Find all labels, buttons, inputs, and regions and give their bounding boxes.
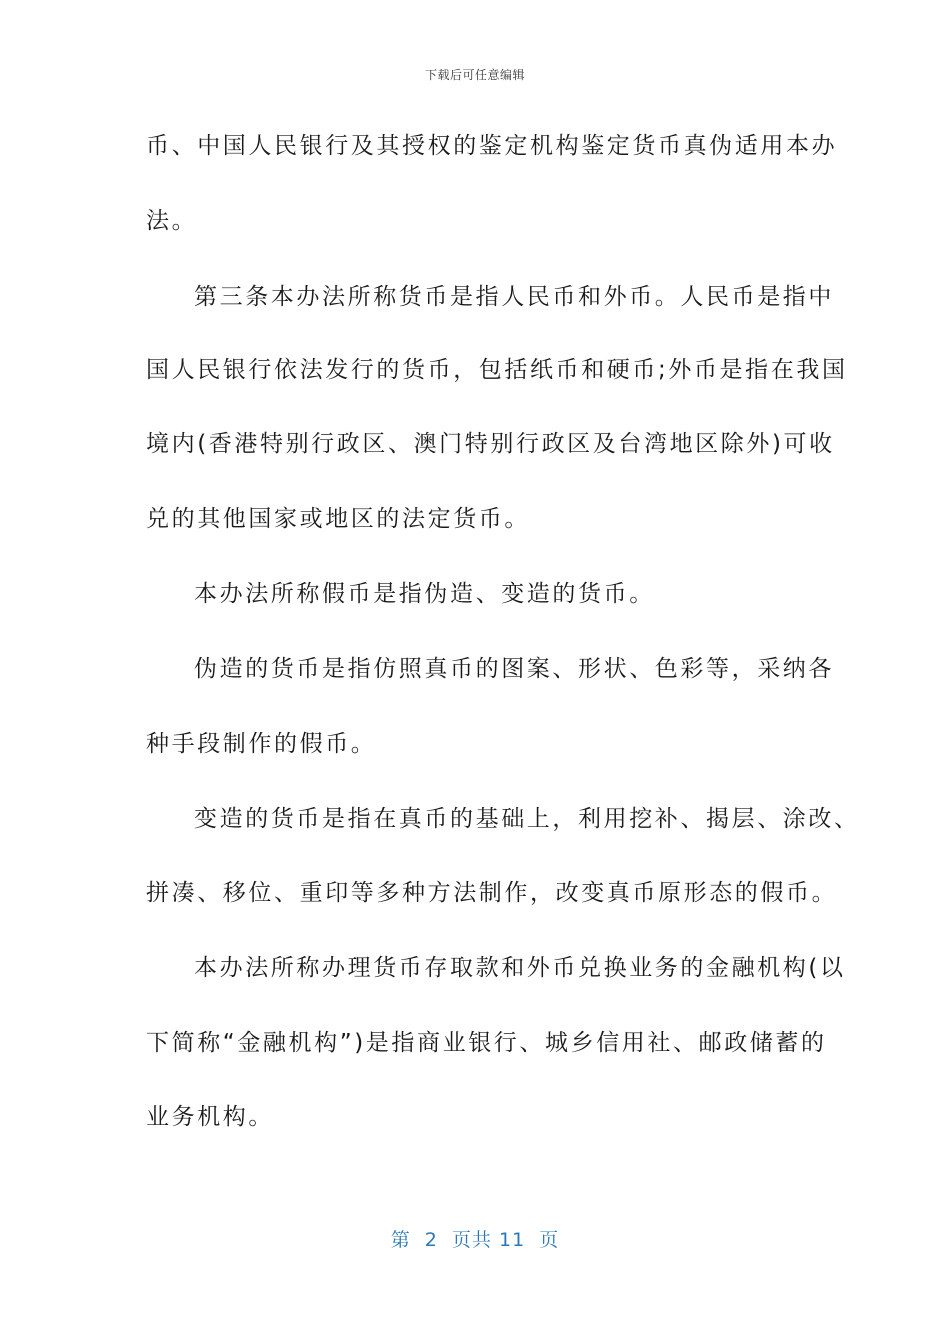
text-line: 拼凑、移位、重印等多种方法制作，改变真币原形态的假币。 [146, 880, 838, 906]
text-line: 种手段制作的假币。 [146, 731, 377, 757]
text-line: 变造的货币是指在真币的基础上，利用挖补、揭层、涂改、 [194, 806, 860, 832]
text-line: 币、中国人民银行及其授权的鉴定机构鉴定货币真伪适用本办 [146, 133, 838, 159]
text-line: 第三条本办法所称货币是指人民币和外币。人民币是指中 [194, 284, 834, 310]
text-line: 下简称“金融机构”)是指商业银行、城乡信用社、邮政储蓄的 [146, 1030, 827, 1056]
text-line: 国人民银行依法发行的货币，包括纸币和硬币;外币是指在我国 [146, 357, 848, 383]
page-header: 下载后可任意编辑 [424, 68, 525, 82]
text-line: 本办法所称假币是指伪造、变造的货币。 [194, 581, 655, 607]
page-number-footer: 第 2 页共 11 页 [390, 1229, 560, 1251]
text-line: 伪造的货币是指仿照真币的图案、形状、色彩等，采纳各 [194, 656, 834, 682]
text-line: 境内(香港特别行政区、澳门特别行政区及台湾地区除外)可收 [146, 431, 835, 457]
text-line: 兑的其他国家或地区的法定货币。 [146, 506, 530, 532]
text-line: 业务机构。 [146, 1104, 274, 1130]
text-line: 本办法所称办理货币存取款和外币兑换业务的金融机构(以 [194, 955, 846, 981]
text-line: 法。 [146, 208, 198, 234]
